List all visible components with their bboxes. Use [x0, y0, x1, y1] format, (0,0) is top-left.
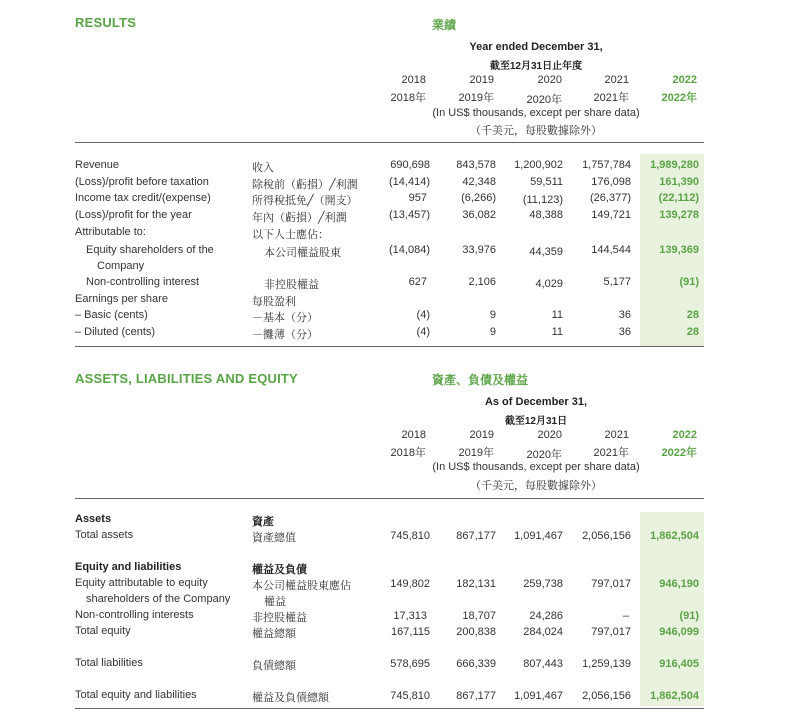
row-label: Equity shareholders of the: [86, 244, 214, 256]
cell-2018: 627: [408, 276, 427, 288]
results-title: RESULTS: [75, 15, 137, 30]
cell-2022: 946,099: [659, 626, 699, 638]
cell-2019: 666,339: [456, 658, 496, 670]
row-label-cn: 每股盈利: [252, 296, 296, 308]
cell-2018: (4): [416, 326, 430, 338]
cell-2018: 957: [408, 192, 427, 204]
cell-2022: (91): [679, 276, 699, 288]
row-label: Income tax credit/(expense): [75, 192, 211, 204]
cell-2020: 24,286: [529, 610, 563, 622]
cell-2018: (14,414): [389, 176, 430, 188]
cell-2018: 578,695: [390, 658, 430, 670]
row-heading-cn: 資產: [252, 516, 274, 528]
cell-2021: 36: [618, 309, 631, 321]
cell-2021: 176,098: [591, 176, 631, 188]
cell-2019: 9: [489, 309, 496, 321]
row-label-cn: 收入: [252, 162, 274, 174]
results-year-2018: 2018: [401, 74, 426, 86]
cell-2022: (91): [679, 610, 699, 622]
assets-bottom-divider: [75, 708, 704, 709]
row-label: Non-controlling interest: [86, 276, 200, 288]
results-year-2021: 2021: [604, 74, 629, 86]
cell-2020: 11: [551, 309, 563, 321]
row-label-cn: 除稅前（虧損）╱利潤: [252, 179, 358, 191]
row-label-cn: 本公司權益股東應佔: [252, 580, 351, 592]
row-label: – Diluted (cents): [75, 326, 156, 338]
cell-2021: 5,177: [603, 276, 631, 288]
assets-year-cn-2022: 2022年: [661, 447, 697, 459]
assets-year-cn-2019: 2019年: [458, 447, 494, 459]
cell-2021: 36: [618, 326, 631, 338]
cell-2020: 259,738: [523, 578, 563, 590]
results-bottom-divider: [75, 346, 704, 347]
row-label-line2: Company: [97, 260, 145, 272]
cell-2020: 4,029: [535, 278, 563, 290]
cell-2021: 149,721: [591, 209, 631, 221]
cell-2022: 916,405: [659, 658, 699, 670]
row-label: Total equity: [75, 625, 131, 637]
row-label-cn: 非控股權益: [252, 612, 307, 624]
assets-period: As of December 31,: [484, 396, 588, 408]
cell-2021: (26,377): [590, 192, 631, 204]
row-label-cn: －基本（分）: [252, 312, 318, 324]
results-year-cn-2020: 2020年: [526, 94, 562, 106]
cell-2019: 867,177: [456, 690, 496, 702]
cell-2022: 946,190: [659, 578, 699, 590]
row-heading: Assets: [75, 513, 112, 525]
assets-year-cn-2020: 2020年: [526, 449, 562, 461]
cell-2018: 690,698: [390, 159, 430, 171]
cell-2021: –: [622, 610, 629, 622]
results-year-cn-2018: 2018年: [390, 92, 426, 104]
cell-2019: 42,348: [462, 176, 496, 188]
assets-year-cn-2021: 2021年: [593, 447, 629, 459]
results-year-cn-2022: 2022年: [661, 92, 697, 104]
cell-2018: 167,115: [391, 626, 430, 638]
cell-2022: 28: [686, 309, 699, 321]
row-label-cn-line2: 權益: [264, 596, 286, 608]
cell-2018: 745,810: [390, 530, 430, 542]
assets-year-2018: 2018: [401, 429, 426, 441]
row-label-cn: 以下人士應佔：: [252, 229, 329, 241]
cell-2019: (6,266): [461, 192, 496, 204]
cell-2022: 161,390: [659, 176, 699, 188]
cell-2022: 139,369: [659, 244, 699, 256]
cell-2020: 1,091,467: [514, 530, 563, 542]
cell-2021: 2,056,156: [582, 690, 631, 702]
assets-year-cn-2018: 2018年: [390, 447, 426, 459]
row-label-cn: －攤薄（分）: [252, 329, 318, 341]
cell-2022: (22,112): [658, 192, 699, 204]
assets-year-2021: 2021: [604, 429, 629, 441]
row-label: Equity attributable to equity: [75, 577, 208, 589]
assets-year-2020: 2020: [537, 429, 562, 441]
cell-2022: 139,278: [659, 209, 699, 221]
cell-2021: 797,017: [591, 578, 631, 590]
row-label-cn: 權益總額: [252, 628, 296, 640]
row-label: Total equity and liabilities: [75, 689, 197, 701]
results-year-cn-2019: 2019年: [458, 92, 494, 104]
assets-unit-cn: （千美元，每股數據除外）: [470, 480, 602, 492]
cell-2021: 1,757,784: [582, 159, 631, 171]
cell-2019: 9: [489, 326, 496, 338]
row-label: – Basic (cents): [75, 309, 148, 321]
row-label-cn: 所得稅抵免╱（開支）: [252, 195, 358, 207]
cell-2019: 867,177: [456, 530, 496, 542]
row-label: Revenue: [75, 159, 120, 171]
results-title-cn: 業績: [432, 18, 457, 32]
row-label-line2: shareholders of the Company: [86, 593, 231, 605]
row-label-cn: 非控股權益: [264, 279, 319, 291]
row-label: Total liabilities: [75, 657, 143, 669]
results-year-cn-2021: 2021年: [593, 92, 629, 104]
row-label: Total assets: [75, 529, 134, 541]
results-divider: [75, 142, 704, 143]
cell-2018: (14,084): [389, 244, 430, 256]
cell-2019: 18,707: [462, 610, 496, 622]
cell-2019: 33,976: [462, 244, 496, 256]
cell-2020: 1,200,902: [514, 159, 563, 171]
row-label: Attributable to:: [75, 226, 146, 238]
results-year-2022: 2022: [672, 74, 697, 86]
cell-2021: 797,017: [591, 626, 631, 638]
cell-2021: 144,544: [591, 244, 631, 256]
results-unit: (In US$ thousands, except per share data): [432, 107, 640, 119]
cell-2020: 48,388: [529, 209, 563, 221]
cell-2020: 1,091,467: [514, 690, 563, 702]
results-unit-cn: （千美元，每股數據除外）: [470, 125, 602, 137]
cell-2020: 59,511: [530, 176, 563, 188]
assets-year-2022: 2022: [672, 429, 697, 441]
assets-period-cn: 截至12月31日: [504, 416, 568, 427]
assets-unit: (In US$ thousands, except per share data): [432, 461, 640, 473]
results-period: Year ended December 31,: [469, 41, 603, 53]
row-label-cn: 負債總額: [252, 660, 296, 672]
cell-2019: 36,082: [462, 209, 496, 221]
cell-2018: 745,810: [390, 690, 430, 702]
cell-2021: 2,056,156: [582, 530, 631, 542]
cell-2018: (13,457): [389, 209, 430, 221]
assets-title: ASSETS, LIABILITIES AND EQUITY: [75, 371, 298, 386]
cell-2020: 44,359: [529, 246, 563, 258]
cell-2022: 28: [686, 326, 699, 338]
results-year-2020: 2020: [537, 74, 562, 86]
cell-2019: 182,131: [456, 578, 496, 590]
results-period-cn: 截至12月31日止年度: [489, 61, 583, 72]
row-heading: Equity and liabilities: [75, 561, 182, 573]
row-label-cn: 本公司權益股東: [264, 247, 341, 259]
cell-2022: 1,989,280: [650, 159, 699, 171]
cell-2021: 1,259,139: [582, 658, 631, 670]
cell-2022: 1,862,504: [650, 690, 699, 702]
row-label-cn: 權益及負債總額: [252, 692, 329, 704]
assets-year-2019: 2019: [469, 429, 494, 441]
row-label-cn: 年內（虧損）╱利潤: [252, 212, 347, 224]
cell-2022: 1,862,504: [650, 530, 699, 542]
cell-2019: 2,106: [468, 276, 496, 288]
cell-2018: (4): [416, 309, 430, 321]
cell-2019: 200,838: [456, 626, 496, 638]
cell-2018: 149,802: [390, 578, 430, 590]
cell-2020: (11,123): [522, 194, 563, 206]
row-label: Non-controlling interests: [75, 609, 194, 621]
cell-2020: 807,443: [523, 658, 563, 670]
results-year-2019: 2019: [469, 74, 494, 86]
cell-2019: 843,578: [456, 159, 496, 171]
cell-2020: 11: [551, 326, 563, 338]
row-label-cn: 資產總值: [252, 532, 296, 544]
cell-2018: 17,313: [393, 610, 427, 622]
assets-divider: [75, 498, 704, 499]
row-label: (Loss)/profit before taxation: [75, 176, 209, 188]
cell-2020: 284,024: [523, 626, 563, 638]
row-label: (Loss)/profit for the year: [75, 209, 192, 221]
row-heading-cn: 權益及負債: [252, 564, 307, 576]
assets-title-cn: 資產、負債及權益: [432, 373, 529, 387]
row-label: Earnings per share: [75, 293, 168, 305]
